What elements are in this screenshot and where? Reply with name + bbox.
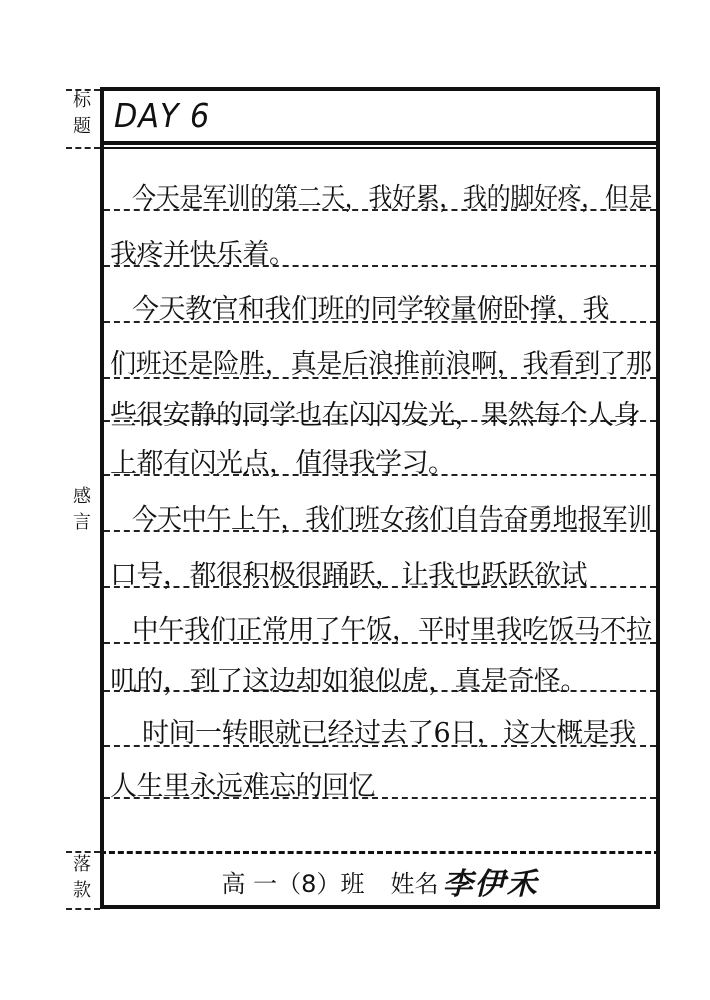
class-label: 高 一（8）班 [221, 869, 365, 898]
signature-row [104, 858, 656, 904]
body-side-label [60, 484, 104, 536]
label-char: 感 [73, 486, 91, 507]
label-char: 落 [73, 854, 91, 875]
margin-dash [66, 147, 100, 149]
margin-dash [66, 89, 100, 91]
text-line: 今天教官和我们班的同学较量俯卧撑，我 [132, 294, 609, 325]
text-line: 口号，都很积极很踊跃，让我也跃跃欲试 [110, 560, 587, 591]
title-separator-thin [100, 147, 660, 149]
text-line: 我疼并快乐着。 [110, 239, 296, 270]
footer-separator [100, 851, 660, 854]
text-line: 些很安静的同学也在闪闪发光，果然每个人身 [110, 400, 640, 431]
diary-title: DAY 6 [114, 96, 211, 135]
text-line: 时间一转眼就已经过去了6日，这大概是我 [142, 718, 636, 749]
text-line: 今天是军训的第二天，我好累，我的脚好疼，但是 [132, 183, 653, 214]
label-char: 题 [73, 116, 91, 137]
label-char: 款 [73, 880, 91, 901]
label-char: 标 [73, 90, 91, 111]
text-line: 上都有闪光点，值得我学习。 [110, 448, 455, 479]
margin-dash [66, 851, 100, 853]
name-label: 姓名 [390, 869, 439, 898]
text-line: 们班还是险胜，真是后浪推前浪啊，我看到了那 [110, 349, 652, 380]
text-line: 人生里永远难忘的回忆 [110, 771, 375, 802]
text-line: 今天中午上午，我们班女孩们自告奋勇地报军训 [132, 504, 652, 535]
handwritten-signature: 李伊禾 [442, 867, 539, 902]
title-separator [100, 141, 660, 145]
text-line: 叽的，到了这边却如狼似虎，真是奇怪。 [110, 666, 587, 697]
title-side-label [60, 88, 104, 140]
text-line: 中午我们正常用了午饭，平时里我吃饭马不拉 [132, 615, 652, 646]
margin-dash [66, 908, 100, 910]
footer-side-label [60, 852, 104, 904]
label-char: 言 [73, 512, 91, 533]
